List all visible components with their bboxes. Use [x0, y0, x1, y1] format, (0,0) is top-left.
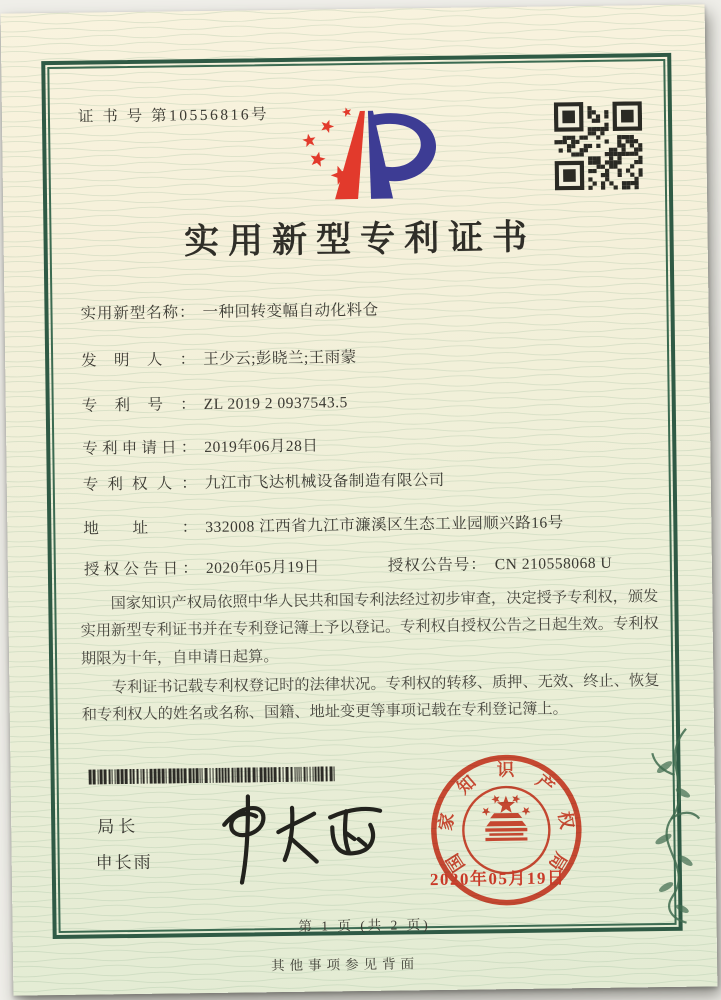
- field-row-patent-no: [82, 390, 348, 415]
- field-value: 2020年05月19日: [205, 558, 321, 578]
- qr-code-icon: [554, 101, 643, 190]
- certificate-number: 证 书 号 第10556816号: [77, 106, 270, 126]
- logo-red-wedge: [334, 111, 366, 199]
- field-row-filing-date: [82, 434, 318, 459]
- field-value: 332008 江西省九江市濂溪区生态工业园顺兴路16号: [205, 514, 564, 537]
- field-label: 专利权人：: [82, 475, 197, 494]
- svg-text:识: 识: [496, 759, 515, 780]
- field-label: 专利申请日：: [82, 439, 197, 458]
- seal-emblem-building: [485, 813, 527, 841]
- field-row-inventor: [81, 345, 357, 371]
- field-label: 地址：: [83, 519, 198, 538]
- field-label: 授权公告日：: [83, 560, 198, 579]
- field-value: CN 210558068 U: [494, 554, 613, 574]
- field-label: 授权公告号：: [387, 556, 487, 575]
- director-signature-script: [196, 781, 397, 894]
- logo-p-bowl: [374, 113, 437, 182]
- corner-flourish-icon: [640, 727, 703, 926]
- svg-text:权: 权: [554, 809, 578, 831]
- svg-text:家: 家: [435, 811, 458, 832]
- seal-date: 2020年05月19日: [429, 868, 566, 890]
- legal-paragraph-2: 专利证书记载专利权登记时的法律状况。专利权的转移、质押、无效、终止、恢复和专利权人的姓名或名称、国籍、地址变更等事项记载在专利登记簿上。: [81, 672, 660, 725]
- director-name: 申长雨: [95, 852, 153, 873]
- field-value: ZL 2019 2 0937543.5: [203, 394, 348, 414]
- field-value: 九江市飞达机械设备制造有限公司: [204, 471, 445, 493]
- page-number: 第 1 页 (共 2 页): [298, 917, 431, 934]
- legal-paragraph-1: 国家知识产权局依照中华人民共和国专利法经过初步审查，决定授予专利权，颁发实用新型专利证书并在专利登记簿上予以登记。专利权自授权公告之日起生效。专利权期限为十年，自申请日起算。: [80, 588, 659, 668]
- svg-text:局: 局: [544, 848, 572, 875]
- svg-text:产: 产: [532, 770, 559, 798]
- field-label: 发明人：: [81, 351, 196, 370]
- field-value: 2019年06月28日: [204, 437, 319, 457]
- field-row-name: [80, 298, 378, 324]
- certificate-title: 实用新型专利证书: [183, 217, 537, 262]
- field-value: 一种回转变幅自动化料仓: [202, 301, 379, 322]
- legal-text: [80, 583, 660, 731]
- field-label: 专利号：: [81, 396, 196, 415]
- cnipa-patent-logo-icon: [274, 98, 448, 218]
- svg-text:知: 知: [453, 771, 480, 799]
- certificate-paper: [1, 4, 718, 995]
- field-label: 实用新型名称：: [80, 304, 195, 323]
- field-value: 王少云;彭晓兰;王雨蒙: [203, 349, 357, 369]
- svg-text:国: 国: [442, 850, 469, 876]
- director-title: 局长: [97, 816, 140, 837]
- back-side-note: 其他事项参见背面: [270, 956, 420, 974]
- official-seal-icon: [412, 739, 600, 927]
